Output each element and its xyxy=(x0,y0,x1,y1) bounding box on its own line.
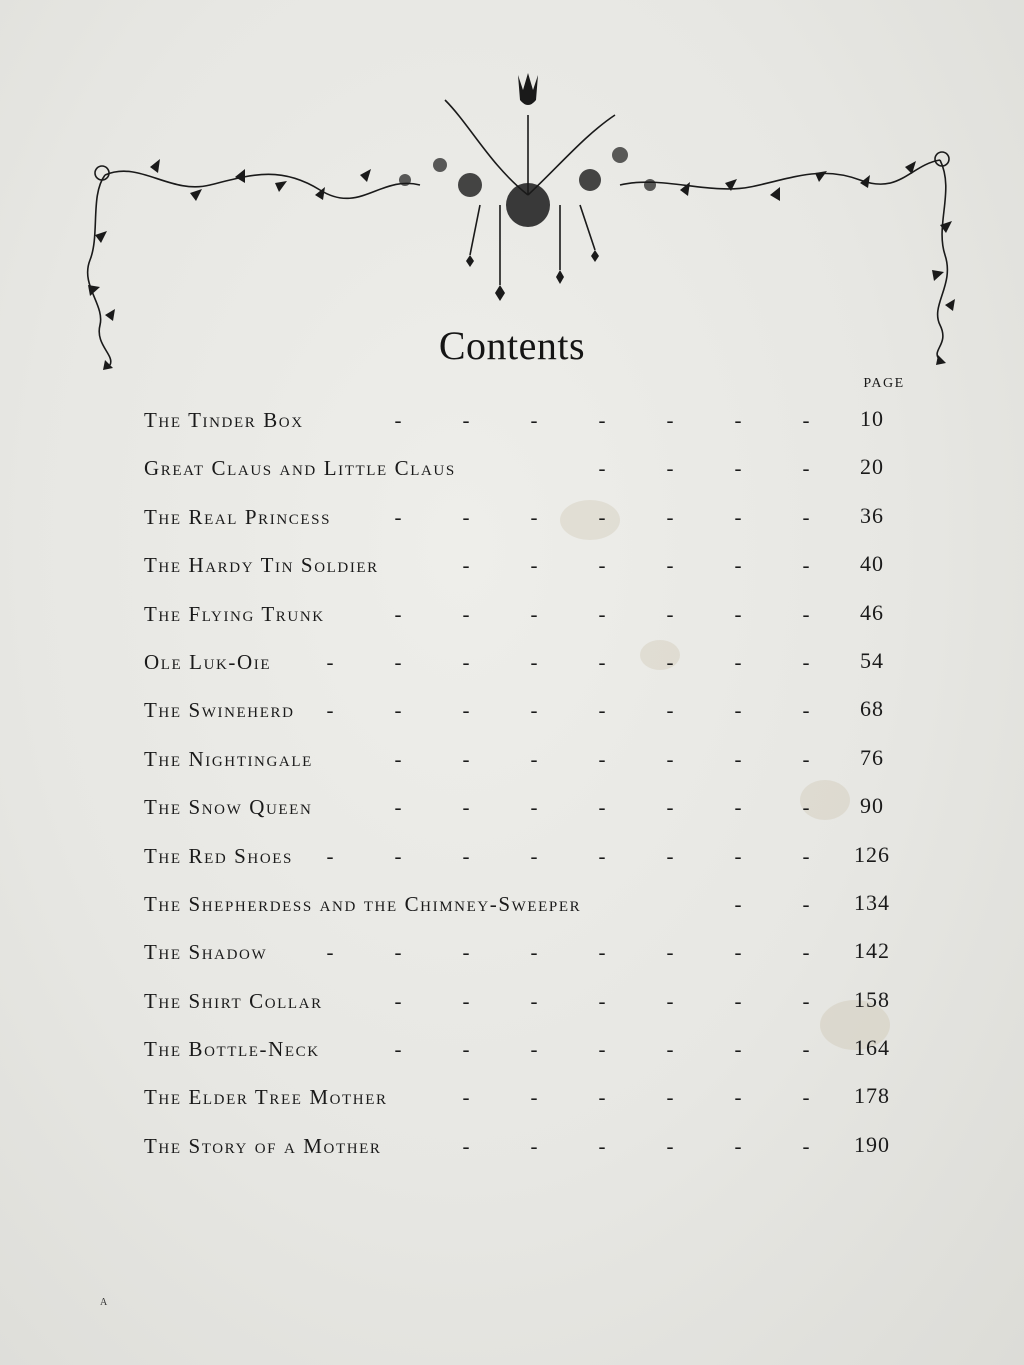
toc-entry-title: The Snow Queen xyxy=(144,795,313,820)
toc-entry-page: 158 xyxy=(854,986,890,1012)
toc-entry-title: The Bottle-Neck xyxy=(144,1037,320,1062)
toc-entry xyxy=(144,1027,914,1075)
toc-entry-page: 178 xyxy=(854,1083,890,1109)
toc-entry-title: The Real Princess xyxy=(144,504,332,529)
toc-entry xyxy=(144,737,914,785)
dot-leader: - - xyxy=(734,891,810,916)
toc-entry-title: The Hardy Tin Soldier xyxy=(144,553,379,578)
toc-entry xyxy=(144,446,914,494)
toc-entry-title: The Flying Trunk xyxy=(144,601,325,626)
toc-entry-page: 142 xyxy=(854,938,890,964)
dot-leader: - - - - - - - xyxy=(394,408,810,432)
toc-entry-title: The Swineherd xyxy=(144,698,295,723)
toc-entry-title: The Story of a Mother xyxy=(144,1133,382,1158)
toc-entry xyxy=(144,882,914,930)
toc-entry xyxy=(144,592,914,640)
toc-entry-page: 10 xyxy=(860,406,884,431)
dot-leader: - - - - - - - xyxy=(394,988,810,1013)
toc-entry xyxy=(144,785,914,833)
toc-entry-title: The Shadow xyxy=(144,940,268,965)
toc-entry-page: 46 xyxy=(860,599,884,625)
toc-entry-title: The Elder Tree Mother xyxy=(144,1085,388,1110)
toc-entry xyxy=(144,640,914,688)
toc-entry-page: 190 xyxy=(854,1131,890,1157)
toc-entry xyxy=(144,1124,914,1172)
dot-leader: - - - - - - - - xyxy=(326,940,810,965)
dot-leader: - - - - - - - - xyxy=(326,698,810,723)
toc-entry-page: 20 xyxy=(860,454,884,480)
toc-entry xyxy=(144,398,914,446)
dot-leader: - - - - xyxy=(598,456,810,481)
toc-entry-title: Great Claus and Little Claus xyxy=(144,456,456,481)
dot-leader: - - - - - - - - xyxy=(326,649,810,674)
toc-entry-page: 76 xyxy=(860,744,884,770)
dot-leader: - - - - - - - xyxy=(394,795,810,820)
dot-leader: - - - - - - - xyxy=(394,601,810,626)
toc-entry-page: 126 xyxy=(854,841,890,867)
toc-entry-page: 90 xyxy=(860,793,884,819)
toc-entry-title: The Shirt Collar xyxy=(144,988,323,1013)
table-of-contents xyxy=(144,398,914,1172)
toc-entry xyxy=(144,543,914,591)
dot-leader: - - - - - - - xyxy=(394,1037,810,1062)
toc-entry-page: 54 xyxy=(860,647,884,673)
toc-entry-page: 68 xyxy=(860,696,884,722)
toc-entry xyxy=(144,979,914,1027)
toc-entry-title: Ole Luk-Oie xyxy=(144,649,272,674)
dot-leader: - - - - - - xyxy=(462,553,810,578)
dot-leader: - - - - - - - xyxy=(394,746,810,771)
dot-leader: - - - - - - xyxy=(462,1133,810,1158)
toc-entry-page: 40 xyxy=(860,551,884,577)
toc-entry-page: 164 xyxy=(854,1035,890,1061)
signature-mark: A xyxy=(100,1297,108,1308)
toc-entry-title: The Tinder Box xyxy=(144,408,304,432)
dot-leader: - - - - - - - xyxy=(394,504,810,529)
toc-entry-page: 134 xyxy=(854,889,890,915)
toc-entry-page: 36 xyxy=(860,502,884,528)
toc-entry-title: The Shepherdess and the Chimney-Sweeper xyxy=(144,891,582,916)
toc-entry xyxy=(144,1075,914,1123)
toc-entry xyxy=(144,688,914,736)
dot-leader: - - - - - - xyxy=(462,1085,810,1110)
toc-entry-title: The Red Shoes xyxy=(144,843,293,868)
toc-entry xyxy=(144,930,914,978)
toc-entry xyxy=(144,495,914,543)
toc-entry-title: The Nightingale xyxy=(144,746,313,771)
page-title: Contents xyxy=(438,323,586,368)
toc-entry xyxy=(144,834,914,882)
dot-leader: - - - - - - - - xyxy=(326,843,810,868)
page-column-label: PAGE xyxy=(863,376,905,391)
